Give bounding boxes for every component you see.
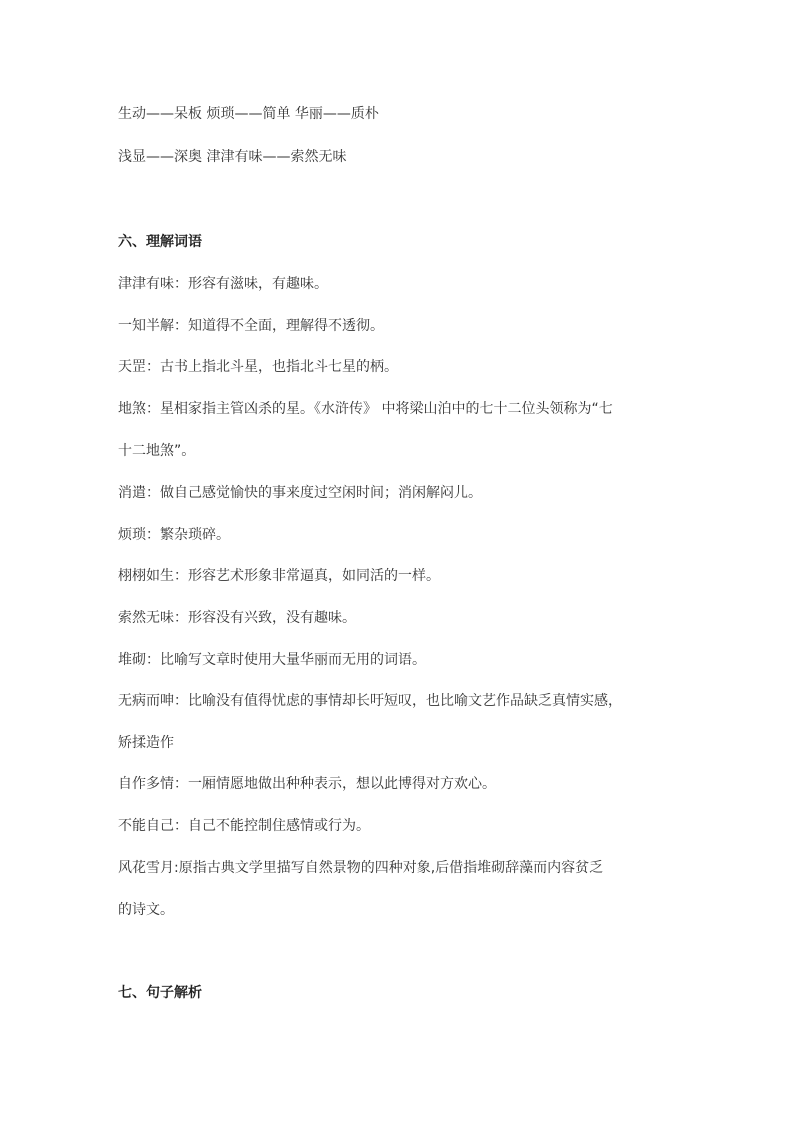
definition-line: 索然无味：形容没有兴致，没有趣味。 (118, 610, 356, 626)
definition-line: 自作多情：一厢情愿地做出种种表示，想以此博得对方欢心。 (118, 776, 496, 792)
section-6-heading: 六、理解词语 (118, 234, 202, 250)
definition-line: 风花雪月:原指古典文学里描写自然景物的四种对象,后借指堆砌辞藻而内容贫乏 (118, 860, 604, 876)
section-7-heading: 七、句子解析 (118, 985, 202, 1001)
antonym-pairs-line-1: 生动——呆板 烦琐——简单 华丽——质朴 (118, 106, 379, 122)
definition-line: 天罡：古书上指北斗星，也指北斗七星的柄。 (118, 359, 398, 375)
definition-line-continued: 矫揉造作 (118, 735, 174, 751)
definition-line: 不能自己：自己不能控制住感情或行为。 (118, 818, 370, 834)
definition-line: 堆砌：比喻写文章时使用大量华丽而无用的词语。 (118, 652, 426, 668)
definition-line: 津津有味：形容有滋味，有趣味。 (118, 276, 328, 292)
definition-line: 无病而呻：比喻没有值得忧虑的事情却长吁短叹，也比喻文艺作品缺乏真情实感， (118, 693, 622, 709)
definition-line: 一知半解：知道得不全面，理解得不透彻。 (118, 318, 384, 334)
definition-line: 烦琐：繁杂琐碎。 (118, 527, 230, 543)
definition-line-continued: 的诗文。 (118, 902, 174, 918)
definition-line: 地煞：星相家指主管凶杀的星。《水浒传》 中将梁山泊中的七十二位头领称为“七 (118, 401, 613, 417)
definition-line: 栩栩如生：形容艺术形象非常逼真，如同活的一样。 (118, 568, 440, 584)
definition-line: 消遣：做自己感觉愉快的事来度过空闲时间；消闲解闷儿。 (118, 485, 482, 501)
definition-line-continued: 十二地煞”。 (118, 443, 196, 459)
antonym-pairs-line-2: 浅显——深奥 津津有味——索然无味 (118, 149, 347, 165)
